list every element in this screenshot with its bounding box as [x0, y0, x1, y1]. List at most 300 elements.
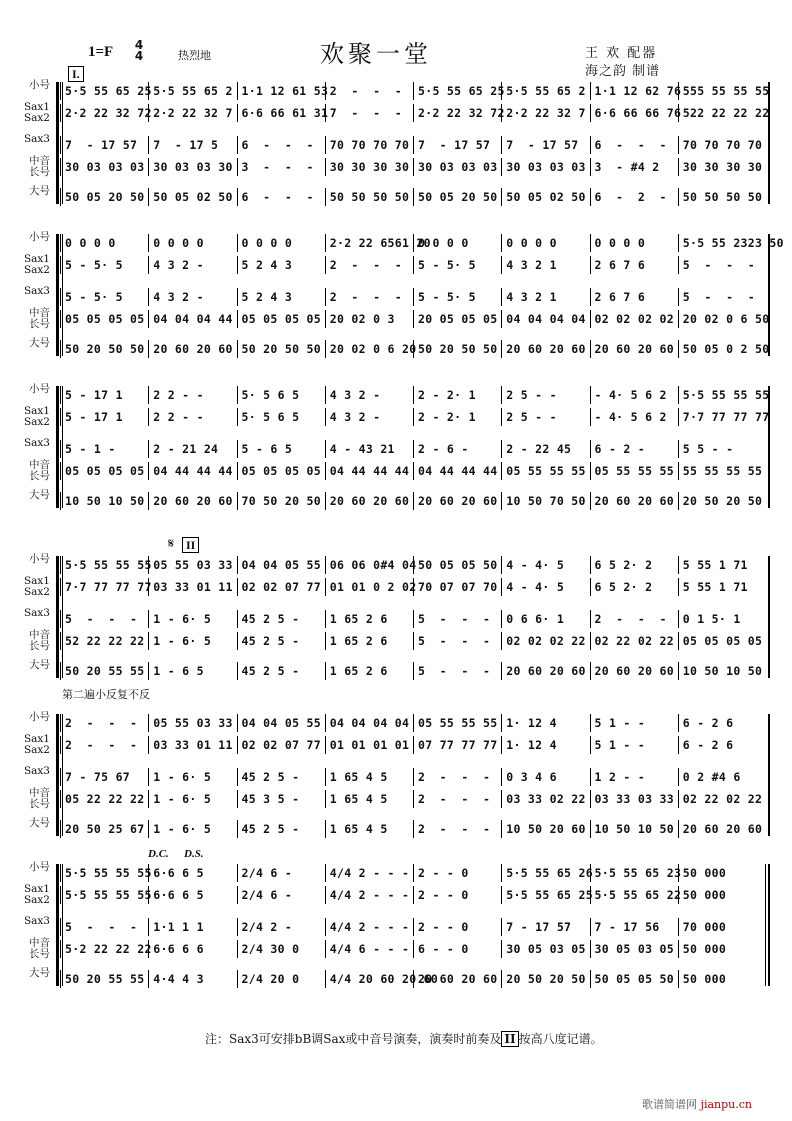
- measure: [678, 136, 767, 154]
- measure-notes: 1 65 4 5: [329, 770, 388, 784]
- instrument-label-sax3: Sax3: [23, 285, 50, 297]
- staff-row-sax12: [60, 408, 768, 426]
- measure-notes: 1·1 12 61 53: [241, 84, 329, 98]
- measure: [413, 408, 502, 426]
- measure-notes: 7 - 17 57: [506, 920, 572, 934]
- measure: [413, 714, 502, 732]
- measure: [590, 790, 679, 808]
- system-bracket: [56, 82, 59, 204]
- measure: [413, 820, 502, 838]
- system-barline-end: [768, 714, 770, 836]
- measure-notes: 4 3 2 1: [506, 290, 557, 304]
- staff-row-trumpet: [60, 556, 768, 574]
- measure-notes: 2 - - -: [418, 822, 491, 836]
- measure: [237, 136, 326, 154]
- measure: [325, 492, 414, 510]
- measure: [590, 864, 682, 882]
- measure-notes: 2 - - -: [594, 612, 667, 626]
- measure-notes: 2 - - 0: [418, 888, 469, 902]
- site-watermark: [642, 1096, 752, 1112]
- measure: [325, 886, 414, 904]
- measure-notes: 05 05 05 05: [65, 312, 145, 326]
- measure-notes: 5·5 55 65 2: [506, 84, 586, 98]
- measure-notes: - 4· 5 6 2: [594, 410, 667, 424]
- measure: [501, 104, 590, 122]
- measure: [237, 310, 326, 328]
- system-barline-end: [768, 386, 770, 508]
- measure-notes: 5·5 55 65 26: [506, 866, 593, 880]
- watermark-url: jianpu.cn: [700, 1098, 752, 1111]
- measure: [590, 310, 679, 328]
- measure-notes: 555 55 55 55: [682, 84, 770, 98]
- measure-notes: 20 60 20 60: [418, 972, 498, 986]
- measure: [148, 578, 237, 596]
- measure-notes: 0 6 6· 1: [506, 612, 565, 626]
- measure-notes: 04 04 04 44: [153, 312, 233, 326]
- measure-notes: 7·7 77 77 77: [65, 580, 152, 594]
- instrument-label-sax12: Sax1 Sax2: [23, 733, 50, 756]
- measure-notes: 6·6 6 6: [153, 942, 204, 956]
- measure-notes: 20 05 05 05: [418, 312, 498, 326]
- measure-notes: 20 60 20 60: [506, 664, 586, 678]
- measure-notes: 6 - 2 6: [682, 738, 734, 752]
- measure: [413, 970, 502, 988]
- footnote-text-after: 按高八度记谱。: [518, 1032, 603, 1046]
- time-signature-top: 4: [134, 38, 144, 52]
- measure: [325, 440, 414, 458]
- measure-notes: 30 30 30 30: [329, 160, 410, 174]
- measure: [678, 918, 767, 936]
- measure: [148, 970, 237, 988]
- measure-notes: 2 - 22 45: [506, 442, 572, 456]
- instrument-label-tuba: 大号: [29, 489, 50, 501]
- measure: [678, 970, 767, 988]
- instrument-label-alto-baritone: 中音 长号: [29, 629, 50, 652]
- measure-notes: 5 1 - -: [594, 738, 646, 752]
- measure-notes: 30 03 03 30: [153, 160, 233, 174]
- measure: [590, 970, 679, 988]
- measure: [60, 820, 149, 838]
- measure: [413, 736, 502, 754]
- measure-notes: 5 - 17 1: [65, 388, 123, 402]
- measure: [413, 632, 502, 650]
- footnote: [205, 1030, 603, 1047]
- measure-notes: 50 50 50 50: [682, 190, 763, 204]
- measure-notes: 1 65 2 6: [329, 612, 388, 626]
- measure-notes: 2/4 6 -: [241, 888, 293, 902]
- measure: [325, 104, 414, 122]
- measure-notes: 02 02 07 77: [241, 738, 321, 752]
- measure-notes: 06 06 0#4 04: [329, 558, 417, 572]
- measure: [237, 340, 326, 358]
- measure-notes: 5 - 5· 5: [65, 290, 123, 304]
- measure-notes: 20 02 0 6 50: [682, 312, 770, 326]
- measure-notes: 20 60 20 60: [418, 494, 498, 508]
- measure: [60, 288, 149, 306]
- measure-notes: 50 50 50 50: [329, 190, 410, 204]
- measure: [413, 104, 505, 122]
- measure-notes: 2·2 22 32 7: [153, 106, 233, 120]
- measure: [678, 386, 770, 404]
- measure: [237, 578, 326, 596]
- measure-notes: 50 05 20 50: [418, 190, 498, 204]
- measure-notes: 20 60 20 60: [594, 494, 674, 508]
- instrument-label-sax3: Sax3: [23, 607, 50, 619]
- measure-notes: 20 50 25 67: [65, 822, 145, 836]
- measure-notes: 50 20 55 55: [65, 664, 145, 678]
- measure-notes: 2·2 22 32 7: [506, 106, 586, 120]
- measure: [413, 256, 502, 274]
- measure-notes: 70 07 07 70: [418, 580, 498, 594]
- measure-notes: 20 50 20 50: [682, 494, 763, 508]
- measure: [148, 768, 237, 786]
- measure: [237, 408, 326, 426]
- score-system-3: [0, 380, 792, 510]
- measure-notes: 2·2 22 32 72: [418, 106, 505, 120]
- measure: [501, 578, 590, 596]
- measure-notes: 6 - - -: [241, 138, 314, 152]
- score-system-1: [0, 76, 792, 206]
- measure-notes: 6 - - 0: [418, 942, 469, 956]
- measure-notes: 2·2 22 32 72: [65, 106, 152, 120]
- measure: [237, 462, 326, 480]
- staff-row-trumpet: [60, 82, 768, 100]
- measure-notes: 2 - - -: [65, 716, 138, 730]
- measure: [60, 918, 149, 936]
- staff-row-tuba: [60, 820, 768, 838]
- measure: [678, 440, 767, 458]
- measure-notes: 0 0 0 0: [506, 236, 557, 250]
- score-system-2: [0, 228, 792, 358]
- measure: [590, 136, 679, 154]
- measure: [590, 768, 679, 786]
- measure: [325, 556, 417, 574]
- measure-notes: 2/4 2 -: [241, 920, 293, 934]
- measure-notes: 05 55 55 55: [506, 464, 586, 478]
- measure-notes: 30 03 03 03: [506, 160, 586, 174]
- measure-notes: 05 22 22 22: [65, 792, 145, 806]
- measure: [590, 940, 679, 958]
- measure: [60, 632, 149, 650]
- measure: [325, 820, 414, 838]
- measure-notes: 50 000: [682, 972, 727, 986]
- measure-notes: 10 50 10 50: [682, 664, 763, 678]
- measure: [590, 188, 679, 206]
- measure-notes: 1 - 6· 5: [153, 822, 212, 836]
- measure: [237, 820, 326, 838]
- measure: [237, 864, 326, 882]
- measure: [237, 556, 326, 574]
- measure-notes: 5 - - -: [682, 290, 755, 304]
- measure-notes: 20 50 20 50: [506, 972, 586, 986]
- measure: [501, 940, 590, 958]
- measure-notes: 0 0 0 0: [418, 236, 469, 250]
- measure-notes: 0 1 5· 1: [682, 612, 741, 626]
- measure: [413, 340, 502, 358]
- measure: [325, 158, 414, 176]
- staff-row-sax12: [60, 104, 768, 122]
- measure-notes: 2 - - -: [418, 770, 491, 784]
- measure-notes: 50 05 02 50: [153, 190, 233, 204]
- watermark-site-name: 歌谱简谱网: [642, 1098, 698, 1111]
- measure: [60, 136, 149, 154]
- measure: [501, 632, 590, 650]
- measure: [590, 632, 679, 650]
- measure-notes: 7 - 17 57: [506, 138, 579, 152]
- measure: [325, 864, 414, 882]
- measure: [148, 288, 237, 306]
- measure-notes: 05 55 03 33: [153, 558, 233, 572]
- measure-notes: 5 1 - -: [594, 716, 646, 730]
- measure: [60, 386, 149, 404]
- second-time-note: 第二遍小反复不反: [62, 688, 150, 701]
- measure: [501, 790, 590, 808]
- measure: [678, 610, 767, 628]
- measure-notes: 4 3 2 -: [329, 410, 381, 424]
- system-bracket: [56, 556, 59, 678]
- measure-notes: 7 - 17 57: [65, 138, 138, 152]
- measure: [413, 790, 502, 808]
- measure: [413, 188, 502, 206]
- measure-notes: 2 - - 0: [418, 866, 469, 880]
- measure: [590, 340, 679, 358]
- measure-notes: 2 5 - -: [506, 410, 557, 424]
- measure-notes: 50 20 50 50: [241, 342, 321, 356]
- measure-notes: 2 - 2· 1: [418, 388, 476, 402]
- measure: [325, 188, 414, 206]
- measure: [678, 104, 770, 122]
- instrument-label-alto-baritone: 中音 长号: [29, 937, 50, 960]
- staff-row-tuba: [60, 340, 768, 358]
- arranger-credit: 王 欢 配器: [585, 46, 658, 61]
- measure: [148, 408, 237, 426]
- measure-notes: 02 02 02 22: [506, 634, 586, 648]
- measure: [148, 386, 237, 404]
- measure-notes: 50 000: [682, 942, 727, 956]
- measure-notes: 5·5 55 55 55: [65, 888, 152, 902]
- measure: [678, 408, 770, 426]
- measure: [501, 256, 590, 274]
- staff-row-alto-baritone: [60, 310, 768, 328]
- measure-notes: 2 - - -: [329, 290, 402, 304]
- measure-notes: 4/4 20 60 20 60: [329, 972, 439, 986]
- rehearsal-mark-one: I.: [68, 66, 84, 82]
- measure-notes: 5 - 17 1: [65, 410, 123, 424]
- system-barline-end: [768, 82, 770, 204]
- measure-notes: 50 05 05 50: [418, 558, 498, 572]
- measure-notes: 2·2 22 6561 20: [329, 236, 431, 250]
- key-signature: 1=F: [88, 44, 114, 60]
- measure-notes: 1 65 4 5: [329, 792, 388, 806]
- measure-notes: 5 - 5· 5: [65, 258, 123, 272]
- measure: [413, 136, 502, 154]
- measure-notes: 5· 5 6 5: [241, 388, 300, 402]
- measure: [237, 918, 326, 936]
- instrument-label-alto-baritone: 中音 长号: [29, 459, 50, 482]
- measure: [501, 310, 590, 328]
- measure: [678, 662, 767, 680]
- measure-notes: 1 - 6· 5: [153, 792, 212, 806]
- instrument-label-tuba: 大号: [29, 337, 50, 349]
- measure-notes: 5·5 55 55 55: [65, 558, 152, 572]
- measure-notes: 4 3 2 -: [153, 258, 204, 272]
- staff-row-trumpet: [60, 386, 768, 404]
- measure: [590, 918, 679, 936]
- measure: [678, 714, 767, 732]
- measure-notes: 02 02 07 77: [241, 580, 321, 594]
- measure-notes: 04 44 44 44: [329, 464, 410, 478]
- measure: [237, 288, 326, 306]
- measure-notes: 6·6 66 66 76: [594, 106, 682, 120]
- measure: [325, 918, 414, 936]
- measure: [148, 82, 237, 100]
- measure-notes: 50 000: [682, 866, 727, 880]
- measure-notes: 2 - 6 -: [418, 442, 469, 456]
- measure-notes: 0 0 0 0: [241, 236, 293, 250]
- measure-notes: 2 5 - -: [506, 388, 557, 402]
- measure-notes: 02 02 02 02: [594, 312, 674, 326]
- measure-notes: 5 - - -: [65, 920, 138, 934]
- score-system-6: [0, 858, 792, 988]
- measure: [678, 256, 767, 274]
- time-signature-bottom: 4: [134, 49, 144, 63]
- measure: [678, 768, 767, 786]
- staff-row-sax3: [60, 768, 768, 786]
- instrument-label-sax12: Sax1 Sax2: [23, 575, 50, 598]
- measure: [501, 158, 590, 176]
- instrument-label-trumpet: 小号: [29, 711, 50, 723]
- instrument-label-trumpet: 小号: [29, 79, 50, 91]
- measure-notes: 2 - 21 24: [153, 442, 219, 456]
- measure-notes: 7 - 17 5: [153, 138, 219, 152]
- staff-row-trumpet: [60, 864, 768, 882]
- measure-notes: 4 - 4· 5: [506, 580, 565, 594]
- staff-row-alto-baritone: [60, 790, 768, 808]
- system-bracket: [56, 714, 59, 836]
- measure-notes: 10 50 10 50: [594, 822, 674, 836]
- measure: [237, 886, 326, 904]
- measure: [60, 970, 149, 988]
- measure-notes: 6·6 6 5: [153, 888, 204, 902]
- measure-notes: 4 3 2 -: [329, 388, 381, 402]
- measure: [678, 556, 767, 574]
- measure-notes: 2 - - -: [418, 792, 491, 806]
- system-barline-end: [768, 864, 770, 986]
- measure-notes: 50 20 50 50: [418, 342, 498, 356]
- measure-notes: 5 - - -: [682, 258, 755, 272]
- staff-row-sax3: [60, 610, 768, 628]
- measure: [590, 158, 679, 176]
- measure: [590, 610, 679, 628]
- measure-notes: 2/4 6 -: [241, 866, 293, 880]
- staff-row-tuba: [60, 662, 768, 680]
- measure-notes: 5·5 55 2323 50: [682, 236, 784, 250]
- measure: [501, 136, 590, 154]
- measure: [678, 288, 767, 306]
- measure: [237, 188, 326, 206]
- measure: [590, 440, 679, 458]
- measure: [325, 940, 414, 958]
- measure: [590, 886, 682, 904]
- measure: [148, 918, 237, 936]
- measure: [678, 940, 767, 958]
- measure: [590, 408, 679, 426]
- measure-notes: 5 2 4 3: [241, 290, 293, 304]
- staff-row-tuba: [60, 188, 768, 206]
- measure-notes: 1 2 - -: [594, 770, 646, 784]
- measure-notes: 05 05 05 05: [241, 464, 321, 478]
- measure-notes: 0 0 0 0: [65, 236, 116, 250]
- measure-notes: 4/4 2 - - -: [329, 866, 410, 880]
- measure: [413, 768, 502, 786]
- measure: [148, 556, 237, 574]
- measure-notes: 4/4 2 - - -: [329, 920, 410, 934]
- measure-notes: 03 33 01 11: [153, 738, 233, 752]
- measure: [325, 234, 431, 252]
- measure-notes: 50 05 05 50: [594, 972, 674, 986]
- measure-notes: 5·5 55 55 55: [65, 866, 152, 880]
- measure: [501, 820, 590, 838]
- measure: [501, 556, 590, 574]
- instrument-label-trumpet: 小号: [29, 553, 50, 565]
- measure-notes: 5 - 5· 5: [418, 290, 476, 304]
- instrument-label-alto-baritone: 中音 长号: [29, 787, 50, 810]
- measure: [501, 188, 590, 206]
- measure-notes: 5 - 5· 5: [418, 258, 476, 272]
- measure: [237, 940, 326, 958]
- score-system-4: [0, 550, 792, 680]
- instrument-label-trumpet: 小号: [29, 383, 50, 395]
- measure: [501, 408, 590, 426]
- measure: [148, 188, 237, 206]
- staff-row-sax12: [60, 578, 768, 596]
- measure-notes: 01 01 0 2 02: [329, 580, 417, 594]
- measure: [501, 386, 590, 404]
- instrument-label-tuba: 大号: [29, 185, 50, 197]
- measure: [501, 288, 590, 306]
- measure-notes: 0 0 0 0: [594, 236, 646, 250]
- measure-notes: 1 - 6· 5: [153, 770, 212, 784]
- measure-notes: 04 04 04 04: [506, 312, 586, 326]
- measure-notes: 2 - - -: [329, 258, 402, 272]
- measure-notes: 7 - 75 67: [65, 770, 131, 784]
- measure: [590, 820, 679, 838]
- measure-notes: 6 - 2 -: [594, 442, 646, 456]
- measure-notes: 5·5 55 65 23: [594, 866, 682, 880]
- instrument-label-sax3: Sax3: [23, 765, 50, 777]
- measure-notes: 2/4 30 0: [241, 942, 300, 956]
- measure-notes: 03 33 03 33: [594, 792, 674, 806]
- measure-notes: 1 - 6· 5: [153, 634, 212, 648]
- measure: [325, 790, 414, 808]
- measure-notes: 50 05 02 50: [506, 190, 586, 204]
- measure-notes: 0 2 #4 6: [682, 770, 741, 784]
- measure-notes: 07 77 77 77: [418, 738, 498, 752]
- measure-notes: 4 3 2 1: [506, 258, 557, 272]
- measure: [413, 440, 502, 458]
- measure-notes: 05 05 05 05: [682, 634, 763, 648]
- measure: [325, 340, 417, 358]
- measure: [148, 256, 237, 274]
- measure: [678, 820, 767, 838]
- copyist-credit: 海之韵 制谱: [585, 64, 661, 79]
- measure-notes: 5·5 55 65 22: [594, 888, 682, 902]
- measure: [413, 310, 502, 328]
- footnote-mark: II: [501, 1031, 518, 1047]
- measure-notes: 20 60 20 60: [153, 342, 233, 356]
- measure: [60, 462, 149, 480]
- measure: [237, 632, 326, 650]
